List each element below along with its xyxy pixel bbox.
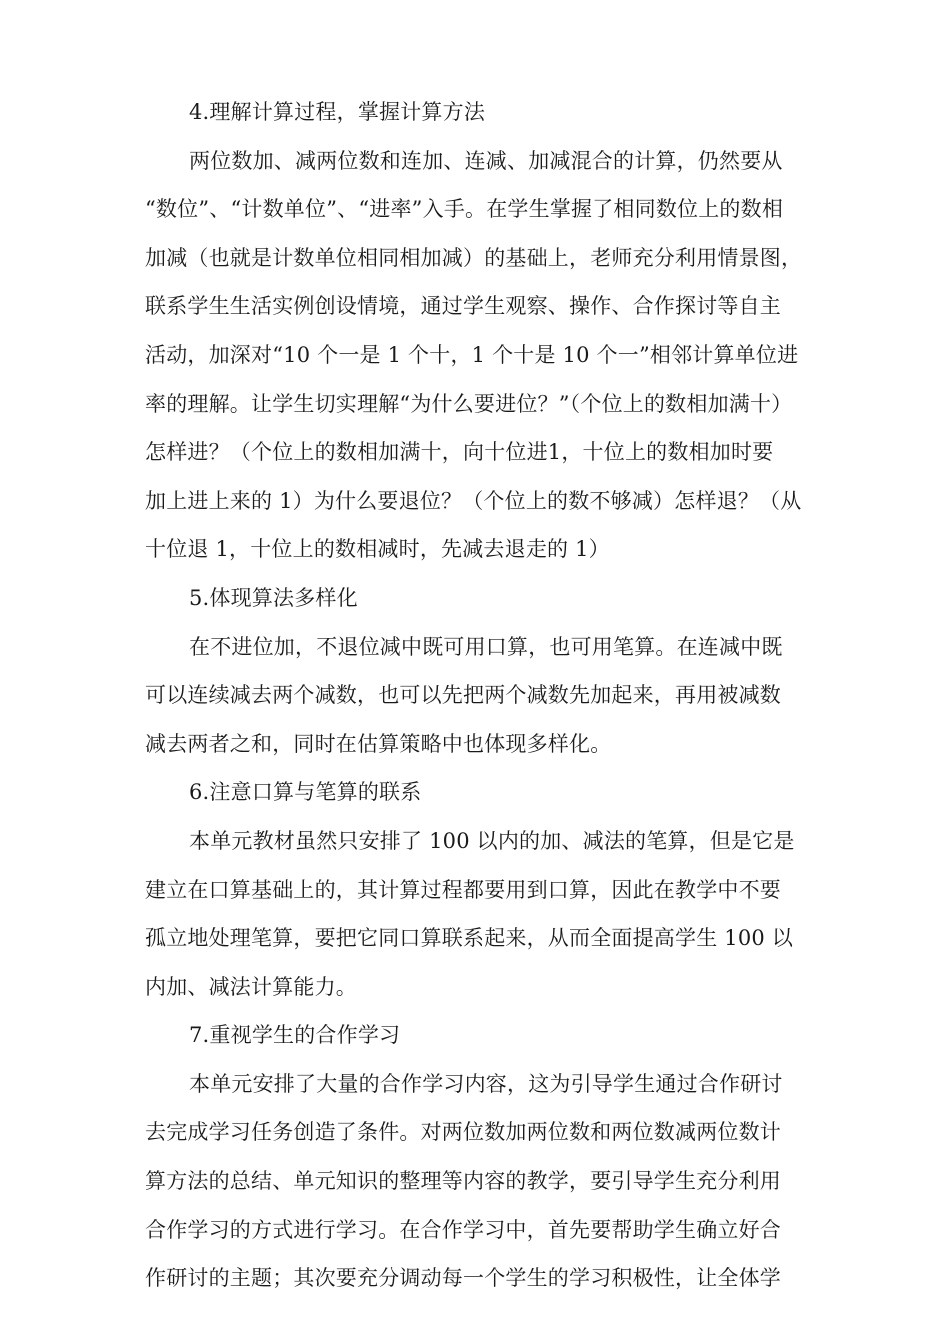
paragraph-line: 内加、减法计算能力。 — [145, 974, 357, 999]
paragraph-line: 减去两者之和，同时在估算策略中也体现多样化。 — [145, 731, 612, 756]
paragraph-first-line: 5.体现算法多样化 — [189, 585, 358, 610]
paragraph-line: 作研讨的主题；其次要充分调动每一个学生的学习积极性，让全体学 — [145, 1266, 781, 1291]
paragraph-line: 十位退 1，十位上的数相减时，先减去退走的 1） — [145, 537, 610, 562]
paragraph-first-line: 本单元安排了大量的合作学习内容，这为引导学生通过合作研讨 — [189, 1071, 783, 1096]
paragraph-line: 合作学习的方式进行学习。在合作学习中，首先要帮助学生确立好合 — [145, 1217, 781, 1242]
paragraph-first-line: 4.理解计算过程，掌握计算方法 — [189, 100, 486, 124]
paragraph-first-line: 本单元教材虽然只安排了 100 以内的加、减法的笔算，但是它是 — [189, 828, 795, 853]
paragraph-first-line: 6.注意口算与笔算的联系 — [189, 780, 422, 805]
paragraph-line: 算方法的总结、单元知识的整理等内容的教学，要引导学生充分利用 — [145, 1169, 781, 1194]
paragraph-first-line: 两位数加、减两位数和连加、连减、加减混合的计算，仍然要从 — [189, 148, 783, 173]
paragraph-line: 建立在口算基础上的，其计算过程都要用到口算，因此在教学中不要 — [145, 877, 781, 902]
paragraph-first-line: 在不进位加，不退位减中既可用口算，也可用笔算。在连减中既 — [189, 634, 783, 659]
paragraph-line: 加减（也就是计数单位相同相加减）的基础上，老师充分利用情景图， — [145, 245, 803, 270]
paragraph-line: 怎样进？（个位上的数相加满十，向十位进1，十位上的数相加时要 — [145, 440, 774, 465]
paragraph-line: 去完成学习任务创造了条件。对两位数加两位数和两位数减两位数计 — [145, 1120, 781, 1145]
paragraph-line: 加上进上来的 1）为什么要退位？（个位上的数不够减）怎样退？（从 — [145, 488, 802, 513]
paragraph-line: 联系学生生活实例创设情境，通过学生观察、操作、合作探讨等自主 — [145, 294, 781, 319]
paragraph-line: “数位”、“计数单位”、“进率”入手。在学生掌握了相同数位上的数相 — [145, 197, 784, 222]
paragraph-line: 孤立地处理笔算，要把它同口算联系起来，从而全面提高学生 100 以 — [145, 926, 794, 951]
paragraph-first-line: 7.重视学生的合作学习 — [189, 1023, 401, 1048]
paragraph-line: 可以连续减去两个减数，也可以先把两个减数先加起来，再用被减数 — [145, 683, 781, 708]
paragraph-line: 率的理解。让学生切实理解“为什么要进位？”（个位上的数相加满十） — [145, 391, 793, 416]
document-body — [145, 88, 825, 1303]
paragraph-line: 活动，加深对“10 个一是 1 个十，1 个十是 10 个一”相邻计算单位进 — [145, 342, 799, 367]
